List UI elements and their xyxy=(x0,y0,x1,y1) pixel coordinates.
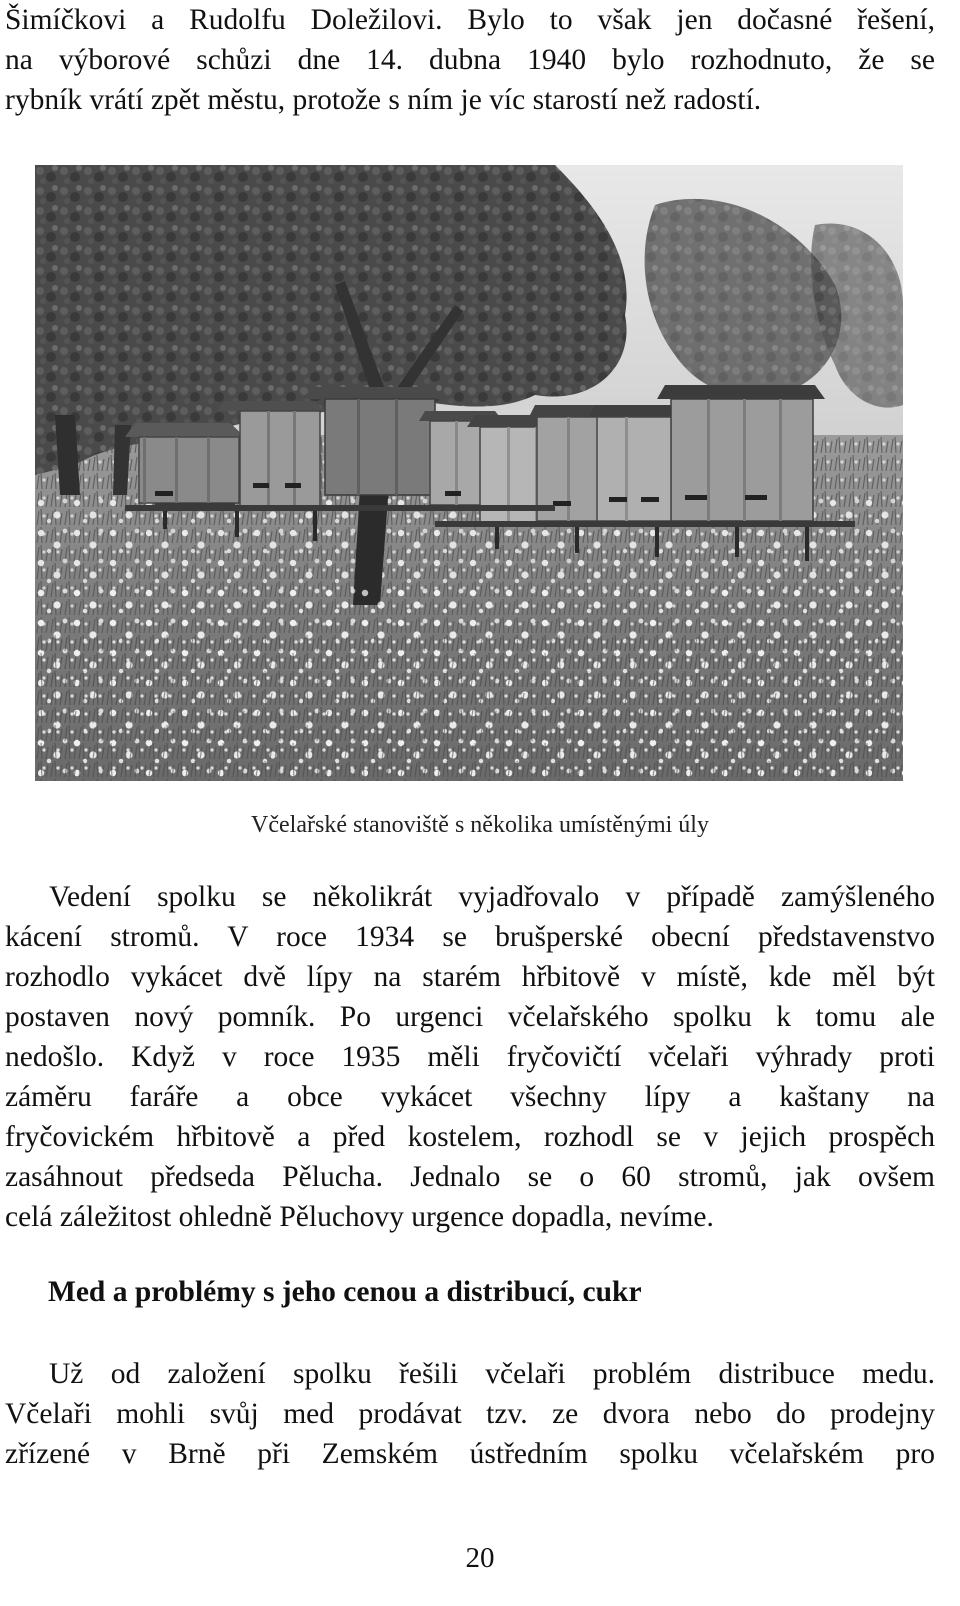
section-heading: Med a problémy s jeho cenou a distribucí, cukr xyxy=(48,1276,642,1308)
text-line: fryčovickém hřbitově a před kostelem, rozhodl se v jejich prospěch xyxy=(5,1121,935,1153)
text-line: záměru faráře a obce vykácet všechny lípy a kaštany na xyxy=(5,1081,935,1113)
text-line: Včelaři mohli svůj med prodávat tzv. ze dvora nebo do prodejny xyxy=(5,1398,935,1430)
paragraph-trees xyxy=(5,877,935,1237)
text-line: zasáhnout předseda Pělucha. Jednalo se o 60 stromů, jak ovšem xyxy=(5,1161,935,1193)
text-line: celá záležitost ohledně Pěluchovy urgence dopadla, nevíme. xyxy=(5,1201,714,1233)
text-line: rybník vrátí zpět městu, protože s ním je víc starostí než radostí. xyxy=(5,84,762,116)
text-line: na výborové schůzi dne 14. dubna 1940 bylo rozhodnuto, že se xyxy=(5,44,935,76)
page-number: 20 xyxy=(465,1542,495,1574)
text-line: nedošlo. Když v roce 1935 měli fryčovičtí včelaři výhrady proti xyxy=(5,1041,935,1073)
apiary-photo-illustration xyxy=(35,165,903,781)
apiary-photo xyxy=(35,165,903,781)
text-line: Vedení spolku se několikrát vyjadřovalo v případě zamýšleného xyxy=(49,881,935,913)
photo-caption: Včelařské stanoviště s několika umístěnými úly xyxy=(251,812,709,838)
text-line: Šimíčkovi a Rudolfu Doležilovi. Bylo to však jen dočasné řešení, xyxy=(5,4,935,36)
text-line: Už od založení spolku řešili včelaři problém distribuce medu. xyxy=(49,1358,935,1390)
text-line: kácení stromů. V roce 1934 se brušperské obecní představenstvo xyxy=(5,921,935,953)
text-line: rozhodlo vykácet dvě lípy na starém hřbitově v místě, kde měl být xyxy=(5,961,935,993)
text-line: zřízené v Brně při Zemském ústředním spolku včelařském pro xyxy=(5,1438,935,1470)
paragraph-pond xyxy=(5,0,935,120)
text-line: postaven nový pomník. Po urgenci včelařského spolku k tomu ale xyxy=(5,1001,935,1033)
paragraph-honey xyxy=(5,1354,935,1474)
